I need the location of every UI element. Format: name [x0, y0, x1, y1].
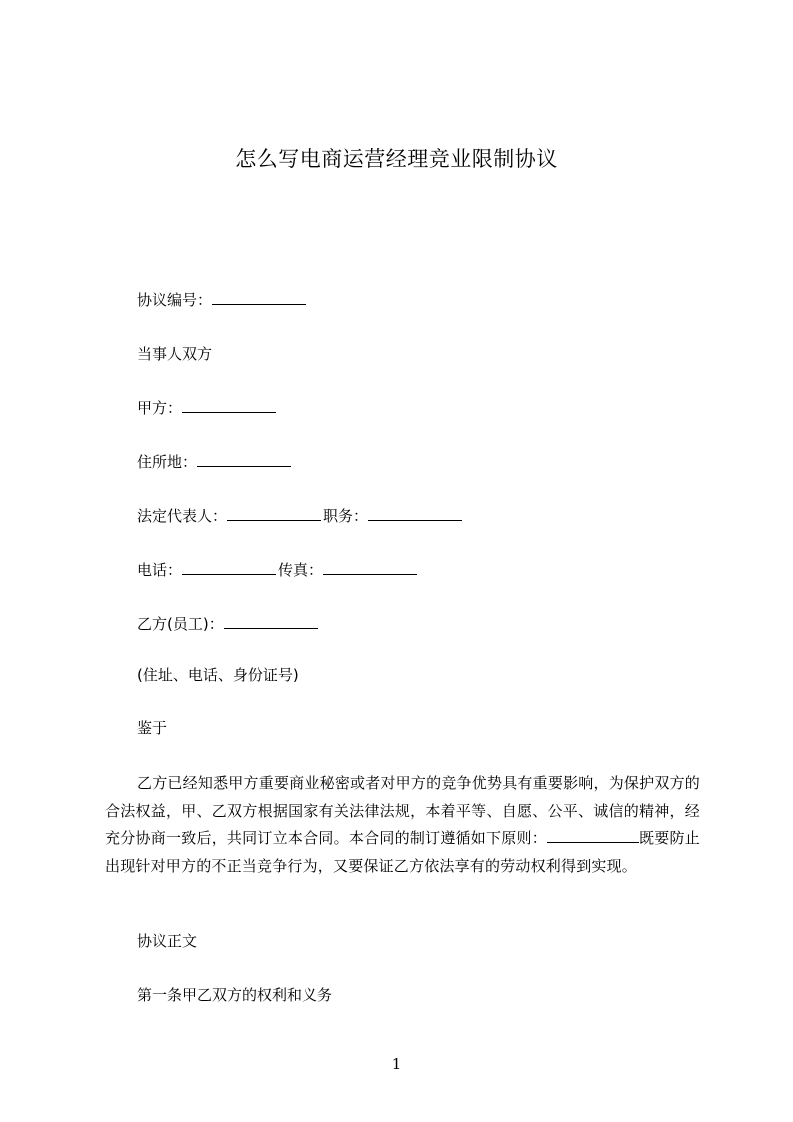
document-title: 怎么写电商运营经理竞业限制协议: [235, 147, 558, 171]
whereas-heading: 鉴于: [137, 719, 168, 737]
parties-heading: 当事人双方: [137, 345, 213, 363]
agreement-number-line: [137, 290, 308, 310]
fax-label: 传真：: [278, 561, 324, 579]
address-line: [137, 452, 293, 472]
principle-blank-continued: [609, 828, 639, 843]
fax-blank: [323, 560, 417, 575]
party-b-label: 乙方(员工)：: [137, 615, 224, 633]
page-number: 1: [391, 1055, 402, 1073]
whereas-paragraph: [105, 770, 700, 880]
party-a-label: 甲方：: [137, 399, 183, 417]
address-blank: [197, 452, 291, 467]
principle-blank: [547, 828, 609, 843]
party-b-line: [137, 614, 320, 634]
agreement-number-label: 协议编号：: [137, 291, 213, 309]
legal-rep-line: [137, 506, 464, 526]
legal-rep-label: 法定代表人：: [137, 507, 228, 525]
article-1-heading: 第一条甲乙双方的权利和义务: [137, 986, 333, 1004]
agreement-number-blank: [212, 290, 306, 305]
party-a-line: [137, 398, 278, 418]
address-label: 住所地：: [137, 453, 198, 471]
phone-blank: [182, 560, 276, 575]
party-a-blank: [182, 398, 276, 413]
position-blank: [368, 506, 462, 521]
party-b-blank: [224, 614, 318, 629]
legal-rep-blank: [227, 506, 321, 521]
whereas-text-part1: 乙方已经知悉甲方重要商业秘密或者对甲方的竞争优势具有重要影响，为保护双方的合法权益，甲、乙双方根据国家有关法律法规，本着平等、自愿、公平、诚信的精神，经充分协商一致后，共同订立本合同。本合同的制订遵循如下原则：: [105, 774, 700, 847]
whereas-text-part2: 既要防止出现针对甲方的不正当竞争行为，又要保证乙方依法享有的劳动权利得到实现。: [105, 829, 700, 875]
phone-label: 电话：: [137, 561, 183, 579]
position-label: 职务：: [323, 507, 369, 525]
phone-fax-line: [137, 560, 419, 580]
party-b-note: (住址、电话、身份证号): [137, 666, 299, 684]
body-heading: 协议正文: [137, 932, 198, 950]
